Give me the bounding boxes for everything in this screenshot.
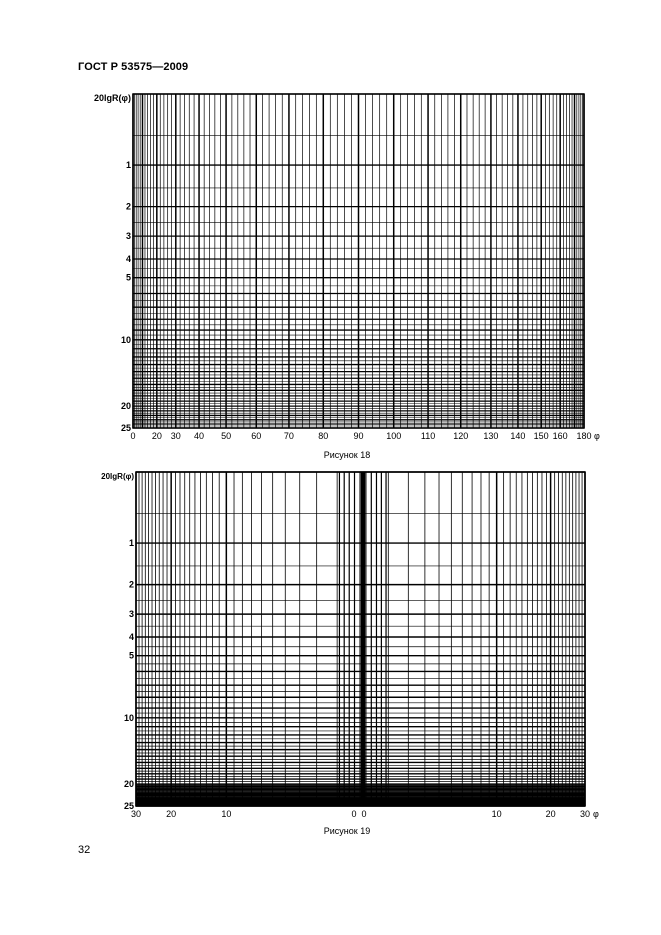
x-tick-label: 30 <box>170 431 181 441</box>
x-axis-label: φ <box>593 809 599 819</box>
x-tick-label: 80 <box>318 431 329 441</box>
y-tick-label: 20 <box>120 401 131 412</box>
x-tick-label: 10 <box>491 809 502 819</box>
x-tick-label: 0 <box>351 809 357 819</box>
y-tick-label: 25 <box>120 423 131 433</box>
x-axis-label: φ <box>594 431 600 441</box>
y-axis-label: 20lgR(φ) <box>101 472 134 481</box>
x-tick-label: 100 <box>386 431 402 441</box>
x-tick-label: 0 <box>130 431 136 441</box>
x-tick-label: 70 <box>283 431 294 441</box>
center-line <box>361 472 365 806</box>
y-tick-label: 10 <box>120 334 131 345</box>
x-tick-label: 130 <box>483 431 499 441</box>
x-tick-label: 30 <box>579 809 591 819</box>
y-axis-label: 20lgR(φ) <box>94 93 131 103</box>
x-tick-label: 20 <box>151 431 162 441</box>
y-tick-label: 25 <box>123 801 134 811</box>
x-tick-label: 30 <box>130 809 142 819</box>
x-tick-label: 20 <box>545 809 556 819</box>
figure-19-caption: Рисунок 19 <box>323 826 371 836</box>
x-tick-label: 180 <box>576 431 592 441</box>
y-tick-label: 20 <box>123 779 134 790</box>
y-tick-label: 2 <box>125 201 131 212</box>
x-tick-label: 150 <box>533 431 549 441</box>
x-tick-label: 50 <box>221 431 232 441</box>
document-header: ГОСТ Р 53575—2009 <box>78 61 189 73</box>
x-tick-label: 40 <box>194 431 205 441</box>
x-tick-label: 10 <box>221 809 232 819</box>
x-tick-label: 160 <box>552 431 568 441</box>
x-tick-label: 110 <box>420 431 436 441</box>
y-tick-label: 1 <box>128 538 134 549</box>
y-tick-label: 5 <box>128 650 134 661</box>
y-tick-label: 10 <box>123 712 134 723</box>
y-tick-label: 3 <box>125 231 131 242</box>
x-tick-label: 0 <box>361 809 367 819</box>
y-tick-label: 3 <box>128 609 134 620</box>
y-tick-label: 5 <box>125 272 131 283</box>
page-number: 32 <box>78 844 91 856</box>
y-tick-label: 4 <box>125 253 131 264</box>
y-tick-label: 2 <box>128 579 134 590</box>
x-tick-label: 120 <box>453 431 469 441</box>
y-tick-label: 1 <box>125 160 131 171</box>
figure-18-caption: Рисунок 18 <box>323 450 371 460</box>
x-tick-label: 140 <box>510 431 526 441</box>
x-tick-label: 90 <box>353 431 364 441</box>
y-tick-label: 4 <box>128 631 134 642</box>
x-tick-label: 60 <box>251 431 262 441</box>
x-tick-label: 20 <box>166 809 177 819</box>
